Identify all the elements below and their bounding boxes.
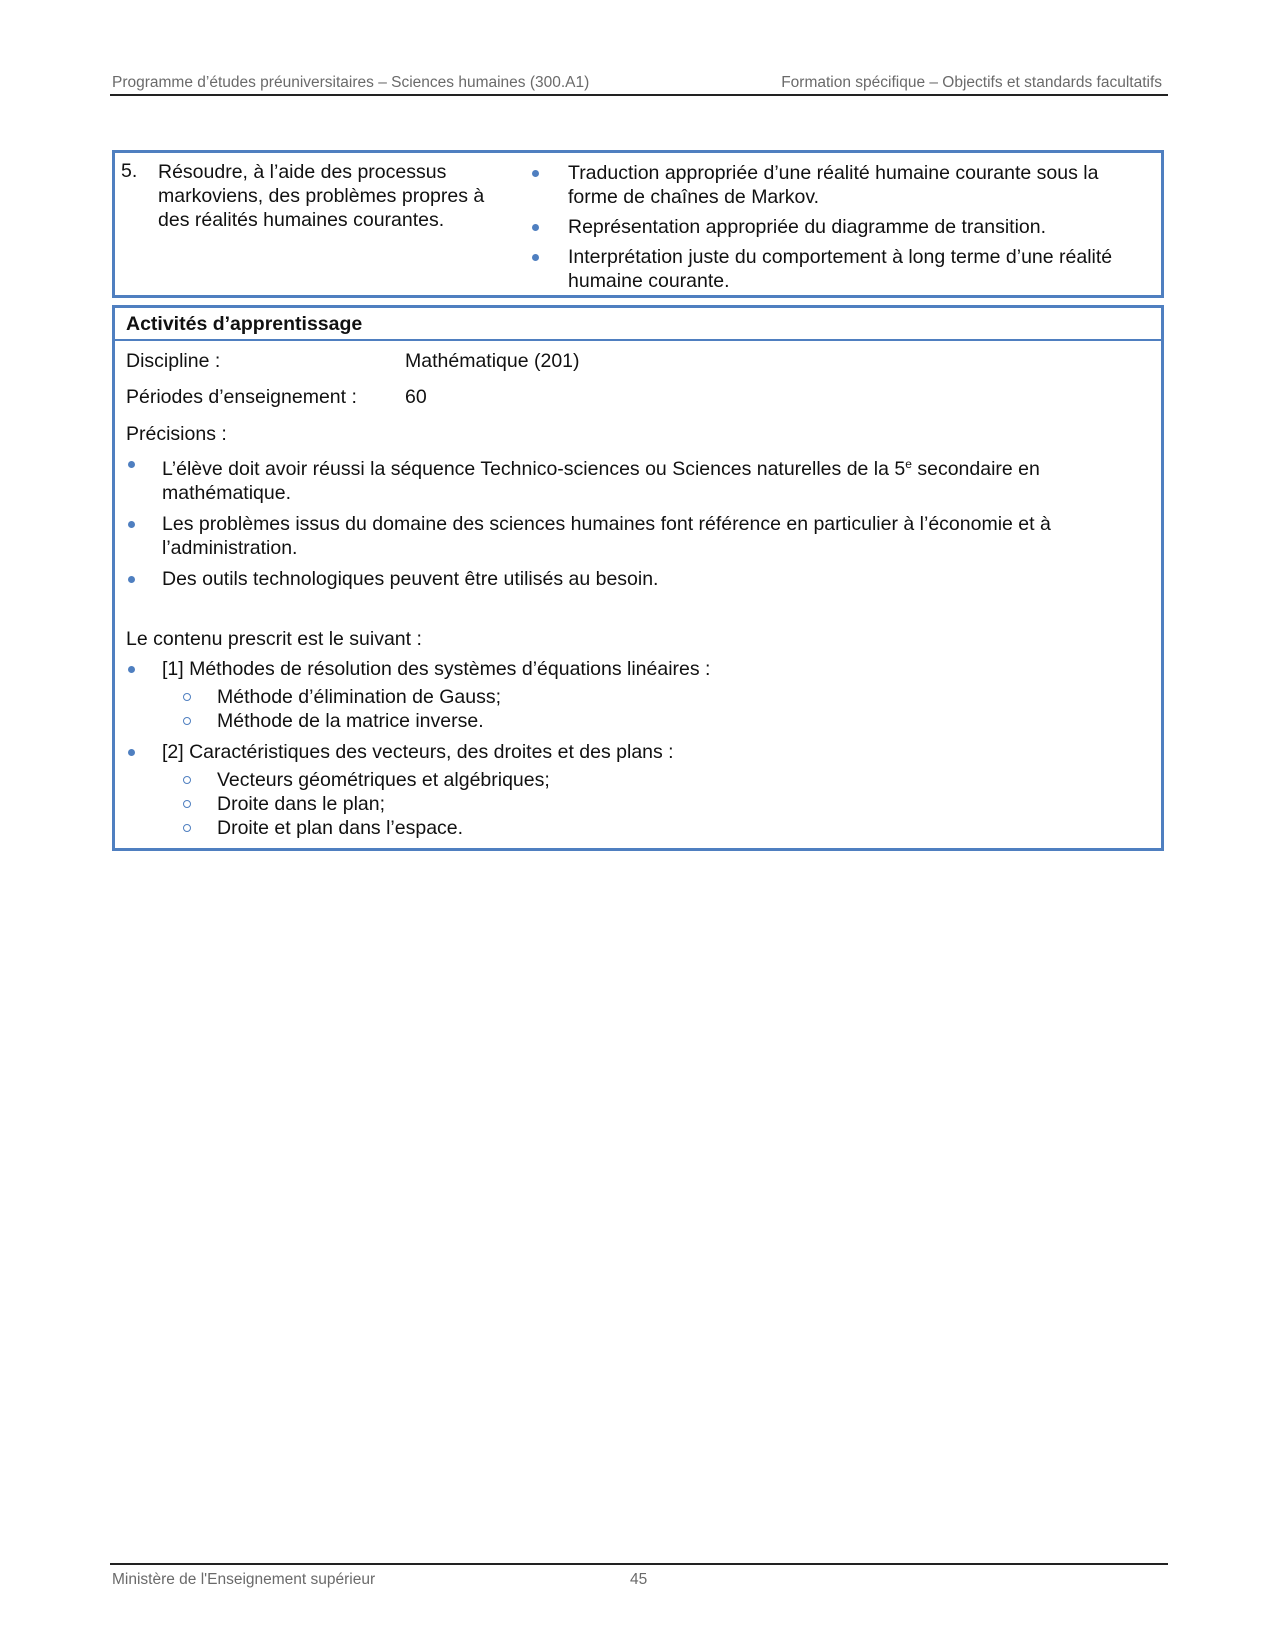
superscript: e — [905, 457, 912, 471]
periods-row — [115, 377, 1161, 413]
circle-bullet-icon — [183, 717, 191, 725]
page-number: 45 — [630, 1571, 648, 1588]
standard-item — [528, 245, 1148, 293]
bullet-icon — [128, 666, 135, 673]
precision-item — [115, 567, 1161, 591]
content-subitem — [162, 816, 1141, 840]
periods-label: Périodes d’enseignement : — [126, 386, 357, 408]
standard-item — [528, 161, 1148, 209]
bullet-icon — [128, 576, 135, 583]
bullet-icon — [532, 170, 539, 177]
content-sublist — [162, 685, 1141, 733]
content-sublist — [162, 768, 1141, 840]
content-list — [115, 657, 1161, 840]
objective-box — [112, 150, 1164, 298]
subitem-text: Droite et plan dans l’espace. — [217, 817, 464, 839]
standard-text: Traduction appropriée d’une réalité humaine courante sous la forme de chaînes de Markov. — [568, 162, 1099, 208]
subitem-text: Vecteurs géométriques et algébriques; — [217, 769, 550, 791]
page-footer — [110, 1563, 1168, 1587]
discipline-label: Discipline : — [126, 350, 221, 372]
content-subitem — [162, 709, 1141, 733]
content-item — [115, 740, 1161, 840]
circle-bullet-icon — [183, 693, 191, 701]
content-heading: [1] Méthodes de résolution des systèmes d’équations linéaires : — [162, 658, 711, 680]
standard-text: Représentation appropriée du diagramme de transition. — [568, 216, 1047, 238]
precisions-list — [115, 452, 1161, 591]
header-section-title: Formation spécifique – Objectifs et standards facultatifs — [781, 74, 1162, 91]
page-header — [110, 72, 1168, 96]
precision-text: Des outils technologiques peuvent être utilisés au besoin. — [162, 568, 659, 590]
content-item — [115, 657, 1161, 733]
activities-title: Activités d’apprentissage — [115, 308, 1161, 341]
subitem-text: Méthode d’élimination de Gauss; — [217, 686, 501, 708]
bullet-icon — [128, 749, 135, 756]
discipline-value: Mathématique (201) — [405, 350, 580, 372]
circle-bullet-icon — [183, 824, 191, 832]
bullet-icon — [128, 521, 135, 528]
precision-item — [115, 452, 1161, 505]
precision-text-end: secondaire en mathématique. — [162, 458, 1040, 504]
subitem-text: Droite dans le plan; — [217, 793, 386, 815]
content-heading: [2] Caractéristiques des vecteurs, des droites et des plans : — [162, 741, 674, 763]
bullet-icon — [532, 254, 539, 261]
circle-bullet-icon — [183, 800, 191, 808]
periods-value: 60 — [405, 386, 427, 408]
standards-list — [528, 161, 1148, 299]
bullet-icon — [532, 224, 539, 231]
precision-item — [115, 512, 1161, 560]
precision-text: L’élève doit avoir réussi la séquence Technico-sciences ou Sciences naturelles de la 5 — [162, 458, 906, 480]
content-subitem — [162, 792, 1141, 816]
subitem-text: Méthode de la matrice inverse. — [217, 710, 484, 732]
objective-text: Résoudre, à l’aide des processus markoviens, des problèmes propres à des réalités humaines courantes. — [158, 161, 485, 231]
precisions-label: Précisions : — [126, 423, 227, 445]
standard-text: Interprétation juste du comportement à long terme d’une réalité humaine courante. — [568, 246, 1113, 292]
footer-ministry: Ministère de l'Enseignement supérieur — [112, 1571, 376, 1588]
precision-text: Les problèmes issus du domaine des sciences humaines font référence en particulier à l’économie et à l’administration. — [162, 513, 1051, 559]
content-label: Le contenu prescrit est le suivant : — [126, 628, 422, 650]
circle-bullet-icon — [183, 776, 191, 784]
discipline-row — [115, 341, 1161, 377]
header-program-title: Programme d’études préuniversitaires – Sciences humaines (300.A1) — [112, 74, 590, 91]
objective-number: 5. — [121, 160, 138, 182]
content-subitem — [162, 768, 1141, 792]
standard-item — [528, 215, 1148, 239]
bullet-icon — [128, 461, 135, 468]
content-subitem — [162, 685, 1141, 709]
activities-box — [112, 305, 1164, 851]
